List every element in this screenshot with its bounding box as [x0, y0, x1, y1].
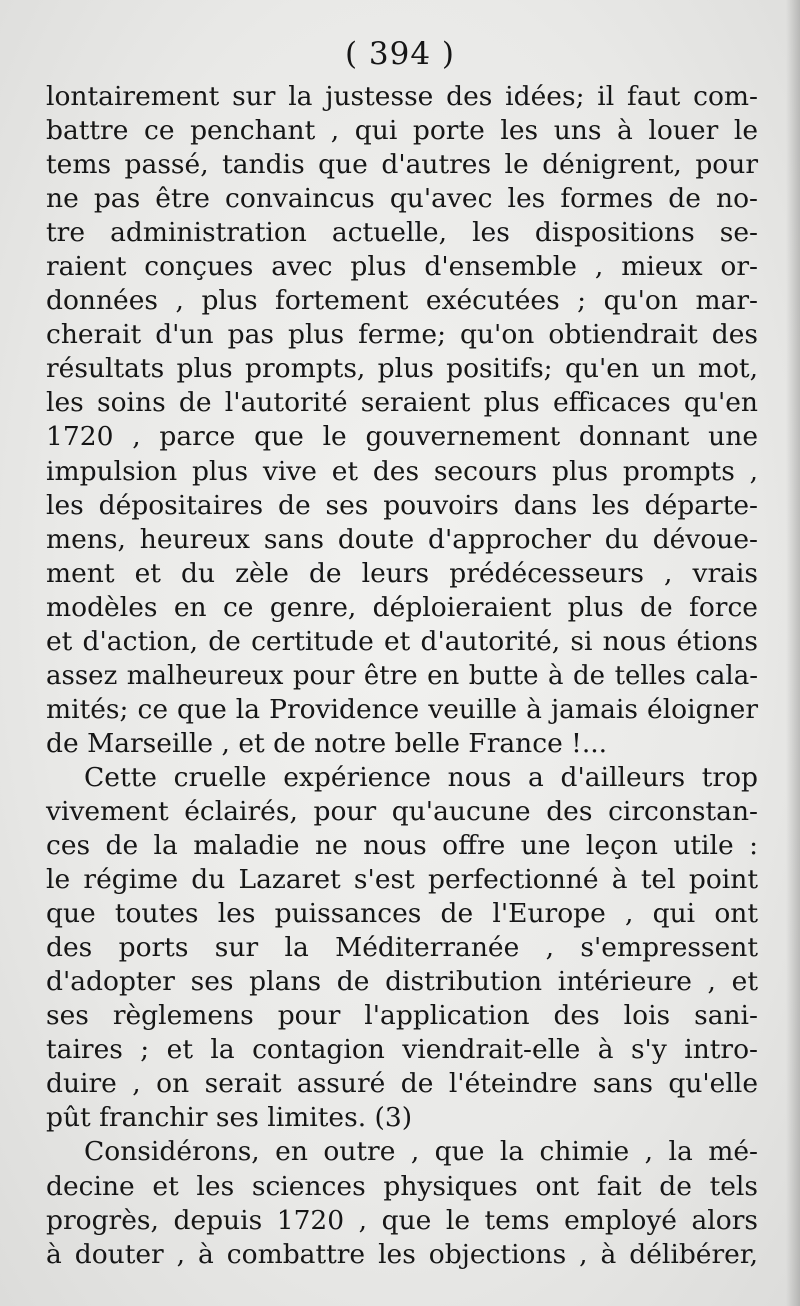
page-number: ( 394 ): [344, 36, 456, 72]
text-line: tems passé, tandis que d'autres le dénigrent, pour: [46, 149, 758, 181]
text-line: les soins de l'autorité seraient plus efficaces qu'en: [46, 387, 758, 419]
text-line: battre ce penchant , qui porte les uns à louer le: [46, 115, 758, 147]
text-line: d'adopter ses plans de distribution intérieure , et: [46, 966, 758, 998]
text-line: Considérons, en outre , que la chimie , la mé-: [84, 1136, 758, 1168]
text-line: à douter , à combattre les objections , à délibérer,: [46, 1238, 758, 1270]
text-line: decine et les sciences physiques ont fait de tels: [46, 1170, 758, 1202]
text-line: résultats plus prompts, plus positifs; qu'en un mot,: [46, 353, 758, 385]
text-line: données , plus fortement exécutées ; qu'on mar-: [46, 285, 758, 317]
text-line: ses règlemens pour l'application des lois sani-: [46, 1000, 758, 1032]
text-line: ces de la maladie ne nous offre une leçon utile :: [46, 830, 758, 862]
text-line: de Marseille , et de notre belle France !...: [46, 727, 608, 759]
text-line: le régime du Lazaret s'est perfectionné à tel point: [46, 864, 758, 896]
text-line: raient conçues avec plus d'ensemble , mieux or-: [46, 251, 758, 283]
text-line: tre administration actuelle, les dispositions se-: [46, 217, 758, 249]
text-line: lontairement sur la justesse des idées; il faut com-: [46, 81, 758, 112]
text-line: cherait d'un pas plus ferme; qu'on obtiendrait des: [46, 319, 758, 351]
text-line: assez malheureux pour être en butte à de telles cala-: [46, 660, 758, 691]
text-line: duire , on serait assuré de l'éteindre sans qu'elle: [46, 1068, 758, 1100]
text-line: taires ; et la contagion viendrait-elle à s'y intro-: [46, 1034, 758, 1066]
text-line: des ports sur la Méditerranée , s'empressent: [46, 932, 758, 964]
text-line: vivement éclairés, pour qu'aucune des circonstan-: [46, 795, 758, 827]
text-line: pût franchir ses limites. (3): [46, 1102, 413, 1134]
text-line: mens, heureux sans doute d'approcher du dévoue-: [46, 523, 758, 555]
text-line: impulsion plus vive et des secours plus prompts ,: [46, 455, 758, 487]
text-line: les dépositaires de ses pouvoirs dans les départe-: [46, 489, 758, 521]
text-line: ne pas être convaincus qu'avec les formes de no-: [46, 183, 758, 215]
text-line: mités; ce que la Providence veuille à jamais éloigner: [46, 693, 758, 725]
text-line: que toutes les puissances de l'Europe , qui ont: [46, 898, 758, 930]
text-line: 1720 , parce que le gouvernement donnant une: [46, 421, 758, 453]
text-line: et d'action, de certitude et d'autorité, si nous étions: [46, 625, 758, 657]
text-line: ment et du zèle de leurs prédécesseurs , vrais: [46, 557, 758, 589]
body-text: [46, 80, 758, 1272]
text-line: modèles en ce genre, déploieraient plus de force: [46, 591, 758, 623]
text-line: Cette cruelle expérience nous a d'ailleurs trop: [84, 761, 758, 793]
text-line: progrès, depuis 1720 , que le tems employé alors: [46, 1204, 758, 1236]
